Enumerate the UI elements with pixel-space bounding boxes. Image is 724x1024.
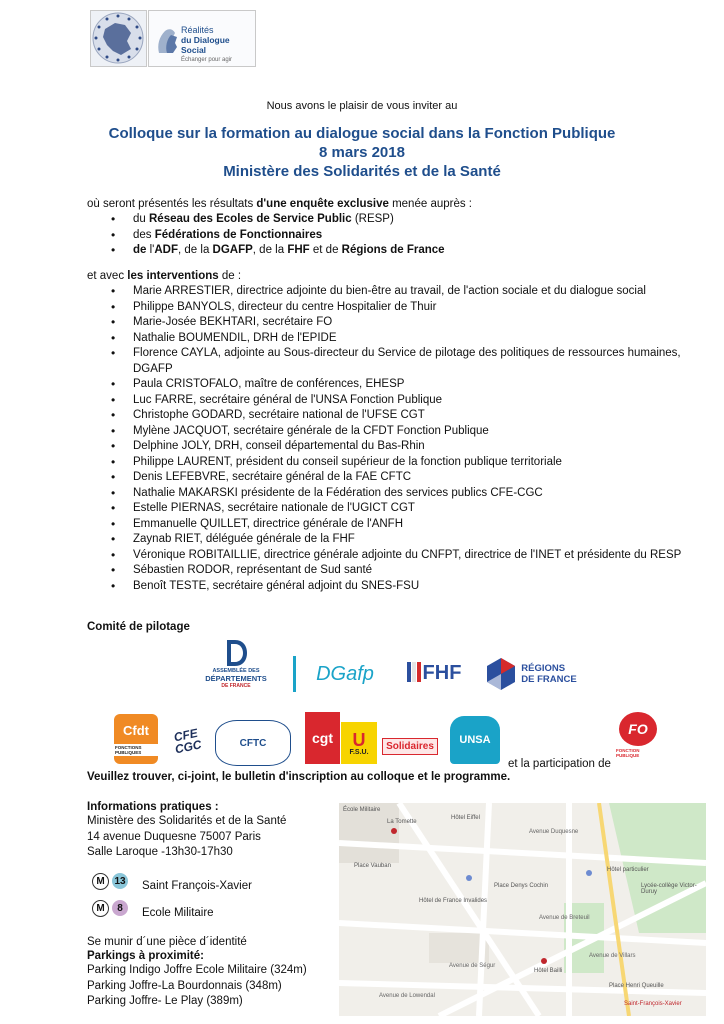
speaker-item: • Marie-Josée BEKHTARI, secrétaire FO — [133, 315, 688, 331]
map-label: Avenue de Villars — [589, 953, 636, 959]
regions-text-2: DE FRANCE — [521, 674, 577, 685]
map-label: Place Henri Queuille — [609, 983, 664, 989]
speaker-item: • Christophe GODARD, secrétaire national de l'UFSE CGT — [133, 408, 688, 424]
map-label: Hôtel de France Invalides — [419, 898, 488, 904]
survey-list — [133, 212, 693, 259]
map-label: Hôtel Bailli — [534, 968, 563, 974]
dgafp-logo — [293, 656, 394, 692]
speaker-item: • Zaynab RIET, déléguée générale de la FHF — [133, 532, 688, 548]
comite-heading: Comité de pilotage — [87, 621, 190, 633]
title-line-3: Ministère des Solidarités et de la Santé — [223, 163, 501, 180]
speaker-list — [133, 284, 688, 594]
speaker-item: • Benoît TESTE, secrétaire général adjoint du SNES-FSU — [133, 579, 688, 595]
speaker-item: • Nathalie BOUMENDIL, DRH de l'EPIDE — [133, 331, 688, 347]
metro-line-13 — [92, 870, 252, 892]
speaker-item: • Delphine JOLY, DRH, conseil départemental du Bas-Rhin — [133, 439, 688, 455]
list-item: • de l'ADF, de la DGAFP, de la FHF et de Régions de France — [133, 243, 693, 259]
cfe-text: CFE CGC — [172, 725, 203, 757]
parking-line: Parking Joffre- Le Play (389m) — [87, 995, 243, 1007]
speaker-item: • Philippe BANYOLS, directeur du centre Hospitalier de Thuir — [133, 300, 688, 316]
fhf-figure-icon — [407, 660, 421, 686]
map-label: La Tomette — [387, 819, 417, 825]
solidaires-text: Solidaires — [382, 738, 438, 755]
parking-line: Parking Indigo Joffre Ecole Militaire (324m) — [87, 964, 307, 976]
map-label: Hôtel Eiffel — [451, 815, 480, 821]
logo-text-3: Échanger pour agir — [181, 57, 233, 63]
speaker-item: • Sébastien RODOR, représentant de Sud santé — [133, 563, 688, 579]
metro-line-number: 13 — [112, 873, 128, 889]
metro-station: Ecole Militaire — [142, 907, 214, 919]
fhf-text: FHF — [422, 661, 462, 684]
parking-line: Parking Joffre-La Bourdonnais (348m) — [87, 979, 282, 992]
fhf-logo — [403, 657, 465, 689]
practical-lines — [87, 814, 286, 861]
logo-text-1: Réalités — [181, 25, 214, 35]
fo-text: FO — [628, 721, 648, 737]
europe-map-icon — [91, 11, 146, 66]
cfe-cgc-logo — [163, 718, 211, 764]
realites-dialogue-social-logo — [148, 10, 256, 67]
fo-logo — [616, 711, 660, 759]
map-label: Avenue de Lowendal — [379, 993, 435, 999]
location-map — [339, 803, 706, 1016]
regions-text-1: RÉGIONS — [521, 663, 566, 674]
map-label: Avenue de Ségur — [449, 963, 496, 969]
metro-line-number: 8 — [112, 900, 128, 916]
speaker-item: • Marie ARRESTIER, directrice adjointe du bien-être au travail, de l'action sociale et du dialogue social — [133, 284, 688, 300]
speaker-item: • Véronique ROBITAILLIE, directrice générale adjointe du CNFPT, directrice de l'INET et présidente du RESP — [133, 548, 688, 564]
speaker-item: • Mylène JACQUOT, secrétaire générale de la CFDT Fonction Publique — [133, 424, 688, 440]
regions-hexagon-icon — [485, 657, 517, 691]
map-label: Saint-François-Xavier — [624, 1001, 682, 1007]
practical-line: 14 avenue Duquesne 75007 Paris — [87, 830, 261, 843]
speaker-item: • Nathalie MAKARSKI présidente de la Fédération des services publics CFE-CGC — [133, 486, 688, 502]
parking-heading: Parkings à proximité: — [87, 950, 204, 962]
metro-station: Saint François-Xavier — [142, 880, 252, 892]
adf-text-3: DE FRANCE — [221, 682, 251, 689]
fsu-logo — [341, 722, 377, 764]
speaker-item: • Denis LEFEBVRE, secrétaire général de la FAE CFTC — [133, 470, 688, 486]
solidaires-logo — [381, 730, 439, 762]
participation-text: et la participation de — [508, 758, 611, 770]
id-note: Se munir d´une pièce d´identité — [87, 936, 247, 948]
cfdt-logo — [114, 714, 158, 764]
map-label: Avenue de Breteuil — [539, 915, 590, 921]
map-label: Avenue Duquesne — [529, 829, 579, 835]
adf-d-icon — [223, 638, 249, 668]
practical-line: Ministère des Solidarités et de la Santé — [87, 815, 287, 827]
logo-text-2: du Dialogue Social — [181, 35, 230, 55]
parking-lines — [87, 963, 307, 1010]
speaker-item: • Philippe LAURENT, président du conseil supérieur de la fonction publique territoriale — [133, 455, 688, 471]
fsu-u-icon: U — [352, 729, 366, 750]
adf-text-2: DÉPARTEMENTS — [205, 673, 267, 683]
metro-icon: M — [92, 900, 109, 917]
interventions-intro: et avec les interventions de : — [87, 270, 242, 282]
metro-line-8 — [92, 897, 214, 919]
map-label: Hôtel particulier — [607, 867, 649, 873]
list-item: • du Réseau des Ecoles de Service Public (RESP) — [133, 212, 693, 228]
speaker-item: • Florence CAYLA, adjointe au Sous-directeur du Service de pilotage des politiques de ressources humaines, DGAFP — [133, 346, 688, 377]
cfdt-sub-text: FONCTIONS PUBLIQUES — [114, 744, 158, 756]
fo-sub-text: FONCTION PUBLIQUE — [616, 748, 640, 758]
map-label: Lycée-collège Victor-Duruy — [641, 883, 697, 895]
cgt-logo — [305, 712, 340, 764]
title-line-1: Colloque sur la formation au dialogue social dans la Fonction Publique — [108, 125, 616, 142]
list-item: • des Fédérations de Fonctionnaires — [133, 228, 693, 244]
speaker-item: • Paula CRISTOFALO, maître de conférences, EHESP — [133, 377, 688, 393]
map-label: Place Vauban — [354, 863, 391, 869]
speaker-item: • Luc FARRE, secrétaire général de l'UNSA Fonction Publique — [133, 393, 688, 409]
practical-heading: Informations pratiques : — [87, 801, 219, 813]
speaker-item: • Estelle PIERNAS, secrétaire nationale de l'UGICT CGT — [133, 501, 688, 517]
practical-line: Salle Laroque -13h30-17h30 — [87, 846, 233, 858]
profile-heads-icon — [155, 25, 179, 55]
cgt-text: cgt — [312, 730, 333, 746]
metro-icon: M — [92, 873, 109, 890]
cfdt-text: Cfdt — [123, 722, 149, 738]
regions-de-france-logo — [483, 652, 579, 696]
unsa-text: UNSA — [459, 734, 491, 746]
fsu-text: F.S.U. — [349, 748, 369, 756]
survey-intro: où seront présentés les résultats d'une enquête exclusive menée auprès : — [87, 198, 472, 210]
adf-text-1: ASSEMBLÉE DES — [212, 667, 260, 674]
intro-line: Nous avons le plaisir de vous inviter au — [266, 100, 458, 112]
adf-logo — [198, 634, 274, 692]
title-line-2: 8 mars 2018 — [319, 144, 405, 161]
speaker-item: • Emmanuelle QUILLET, directrice générale de l'ANFH — [133, 517, 688, 533]
map-label: École Militaire — [343, 807, 381, 813]
dgafp-text: DGafp — [316, 662, 374, 685]
event-title — [0, 124, 724, 181]
bulletin-text: Veuillez trouver, ci-joint, le bulletin d'inscription au colloque et le programme. — [87, 771, 511, 783]
cftc-text: CFTC — [239, 737, 267, 749]
cftc-logo — [215, 720, 291, 766]
unsa-logo — [450, 716, 500, 764]
eu-logo — [90, 10, 147, 67]
map-label: Place Denys Cochin — [494, 883, 549, 889]
